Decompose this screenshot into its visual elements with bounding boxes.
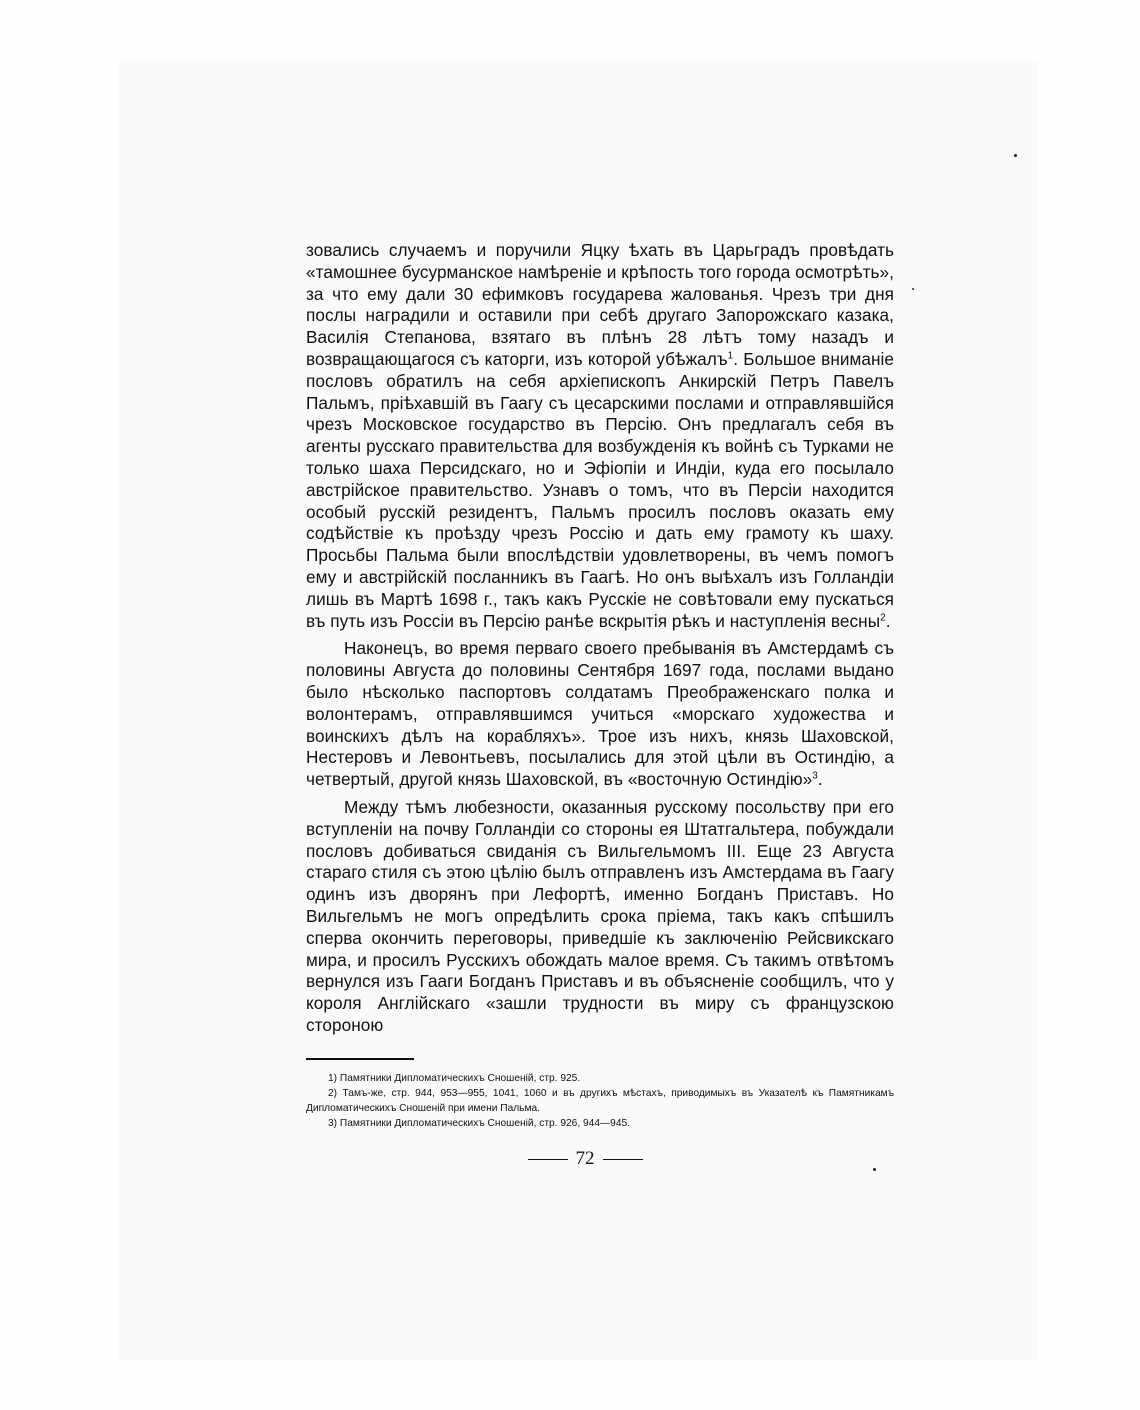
- main-text: [306, 240, 894, 1037]
- paragraph-1-end: .: [885, 610, 891, 631]
- footnote-1-text: Памятники Дипломатическихъ Сношеній, стр. 925.: [339, 1073, 581, 1084]
- footnote-1: [306, 1071, 894, 1086]
- scan-speck: [912, 288, 914, 290]
- footnote-3: [306, 1116, 894, 1131]
- footnote-2-text: Тамъ-же, стр. 944, 953—955, 1041, 1060 и въ другихъ мѣстахъ, приводимыхъ въ Указателѣ къ Памятникамъ Дипломатическихъ Сношеній при имени Пальма.: [306, 1088, 894, 1114]
- page-number-dash-left: [528, 1159, 568, 1160]
- footnote-3-mark: 3): [328, 1118, 338, 1129]
- paragraph-3: [306, 797, 894, 1037]
- page-number-value: 72: [575, 1148, 595, 1169]
- footnotes: [306, 1071, 894, 1131]
- footnote-2: [306, 1086, 894, 1116]
- paragraph-2-text: Наконецъ, во время перваго своего пребыванія въ Амстердамѣ съ половины Августа до половины Сентября 1697 года, послами выдано было нѣсколько паспортовъ солдатамъ Преображенскаго полка и волонтерамъ, отправлявшимся учиться «морскаго художества и воинскихъ дѣлъ на корабляхъ». Трое изъ нихъ, князь Шаховской, Нестеровъ и Левонтьевъ, посылались для этой цѣли въ Остиндію, а четвертый, другой князь Шаховской, въ «восточную Остиндію»: [306, 638, 894, 790]
- footnote-ref-3: 3: [812, 770, 818, 782]
- scan-speck: [1014, 154, 1017, 157]
- paragraph-1-continuation: . Большое вниманіе пословъ обратилъ на себя архіепископъ Анкирскій Петръ Павелъ Пальмъ, пріѣхавшій въ Гаагу съ цесарскими послами и отправлявшійся чрезъ Московское государство въ Персію. Онъ предлагалъ себя въ агенты русскаго правительства для возбужденія къ войнѣ съ Турками не только шаха Персидскаго, но и Эфіопіи и Индіи, куда его посылало австрійское правительство. Узнавъ о томъ, что въ Персіи находится особый русскій резидентъ, Пальмъ просилъ пословъ оказать ему содѣйствіе къ проѣзду чрезъ Россію и дать ему грамоту къ шаху. Просьбы Пальма были впослѣдствіи удовлетворены, въ чемъ помогъ ему и австрійскій посланникъ въ Гаагѣ. Но онъ выѣхалъ изъ Голландіи лишь въ Мартѣ 1698 г., такъ какъ Русскіе не совѣтовали ему пускаться въ путь изъ Россіи въ Персію ранѣе вскрытія рѣкъ и наступленія весны: [306, 348, 895, 631]
- paragraph-1: [306, 240, 894, 632]
- footnote-3-text: Памятники Дипломатическихъ Сношеній, стр. 926, 944—945.: [339, 1118, 631, 1129]
- scan-speck: [873, 1168, 876, 1171]
- footnote-2-mark: 2): [328, 1088, 338, 1099]
- footnote-ref-1: 1: [727, 350, 734, 362]
- footnote-1-mark: 1): [328, 1073, 338, 1084]
- page-number-dash-right: [603, 1159, 643, 1160]
- paragraph-3-text: Между тѣмъ любезности, оказанныя русскому посольству при его вступленіи на почву Голландіи со стороны ея Штатгальтера, побуждали пословъ добиваться свиданія съ Вильгельмомъ III. Еще 23 Августа стараго стиля съ этою цѣлію былъ отправленъ изъ Амстердама въ Гаагу одинъ изъ дворянъ при Лефортѣ, именно Богданъ Приставъ. Но Вильгельмъ не могъ опредѣлить срока пріема, такъ какъ спѣшилъ сперва окончить переговоры, приведшіе къ заключенію Рейсвикскаго мира, и просилъ Русскихъ обождать малое время. Съ такимъ отвѣтомъ вернулся изъ Гааги Богданъ Приставъ и въ объясненіе сообщилъ, что у короля Англійскаго «зашли трудности въ миру съ французскою стороною: [306, 796, 894, 1035]
- footnote-ref-2: 2: [880, 611, 886, 623]
- page-number: [510, 1148, 660, 1170]
- footnote-separator: [306, 1058, 414, 1060]
- paragraph-1-text: зовались случаемъ и поручили Яцку ѣхать въ Царьградъ провѣдать «тамошнее бусурманское намѣреніе и крѣпость того города осмотрѣть», за что ему дали 30 ефимковъ государева жалованья. Чрезъ три дня послы наградили и оставили при себѣ другаго Запорожскаго казака, Василія Степанова, взятаго въ плѣнъ 28 лѣтъ тому назадъ и возвращающагося съ каторги, изъ которой убѣжалъ: [306, 240, 894, 369]
- paragraph-2-end: .: [817, 769, 823, 790]
- paragraph-2: [306, 638, 894, 791]
